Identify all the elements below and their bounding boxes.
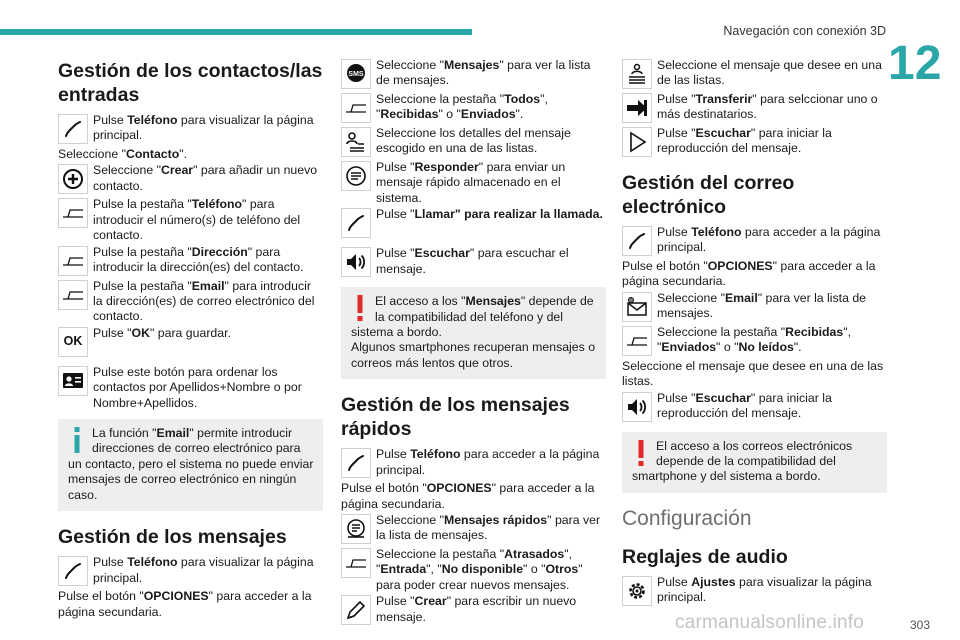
list-item: Pulse Teléfono para visualizar la página principal.: [58, 113, 323, 146]
list-item: Pulse Teléfono para visualizar la página principal.: [58, 555, 323, 588]
section-title-configuration: Configuración: [622, 506, 752, 530]
watermark: carmanualsonline.info: [675, 612, 865, 633]
list-item: Pulse "Escuchar" para escuchar el mensaje.: [341, 246, 606, 279]
page-number: 303: [909, 618, 930, 632]
list-item: Pulse la pestaña "Dirección" para introducir la dirección(es) del contacto.: [58, 245, 323, 278]
section-title-quick-messages: Gestión de los mensajes rápidos: [341, 394, 570, 441]
tab-icon: [622, 326, 652, 356]
column-middle: [341, 58, 606, 628]
select-message-icon: [622, 59, 652, 89]
info-note: La función "Email" permite introducir direcciones de correo electrónico para un contacto, pero el sistema no puede enviar mensajes de correo electrónico en ningún caso.: [58, 419, 323, 511]
list-item: Seleccione la pestaña "Todos", "Recibidas" o "Enviados".: [341, 92, 606, 125]
tab-icon: [58, 198, 88, 228]
column-left: [58, 55, 323, 621]
list-item: Pulse la pestaña "Teléfono" para introducir el número(s) de teléfono del contacto.: [58, 197, 323, 243]
list-item: Seleccione el mensaje que desee en una de las listas.: [622, 58, 887, 91]
list-item: SMS Seleccione "Mensajes" para ver la lista de mensajes.: [341, 58, 606, 91]
ok-icon: OK: [58, 327, 88, 357]
chapter-number: 12: [888, 37, 942, 90]
paragraph: Pulse el botón "OPCIONES" para acceder a la página secundaria.: [58, 589, 312, 619]
running-title: Navegación con conexión 3D: [723, 24, 886, 38]
warning-note: El acceso a los correos electrónicos depende de la compatibilidad del smartphone y del sistema a bordo.: [622, 432, 887, 493]
tab-icon: [58, 246, 88, 276]
list-item: Seleccione los detalles del mensaje escogido en una de las listas.: [341, 126, 606, 159]
paragraph: Seleccione "Contacto".: [58, 147, 188, 161]
tab-icon: [341, 548, 371, 578]
list-item: Pulse Teléfono para acceder a la página principal.: [622, 225, 887, 258]
phone-icon: [341, 448, 371, 478]
paragraph: Pulse el botón "OPCIONES" para acceder a la página secundaria.: [622, 259, 876, 289]
list-item: @ Seleccione "Email" para ver la lista de mensajes.: [622, 291, 887, 324]
phone-icon: [341, 208, 371, 238]
message-details-icon: [341, 127, 371, 157]
speaker-icon: [622, 392, 652, 422]
email-icon: [622, 292, 652, 322]
list-item: Pulse "Escuchar" para iniciar la reproducción del mensaje.: [622, 391, 887, 424]
section-title-messages: Gestión de los mensajes: [58, 526, 287, 549]
list-item: Pulse "Llamar" para realizar la llamada.: [341, 207, 606, 240]
list-item: Pulse Ajustes para visualizar la página principal.: [622, 575, 887, 608]
sms-icon: [341, 59, 371, 89]
paragraph: Pulse el botón "OPCIONES" para acceder a la página secundaria.: [341, 481, 595, 511]
list-item: Seleccione "Crear" para añadir un nuevo contacto.: [58, 163, 323, 196]
reply-icon: [341, 161, 371, 191]
svg-text:SMS: SMS: [348, 71, 364, 78]
header-accent-bar: [0, 29, 472, 35]
tab-icon: [341, 93, 371, 123]
list-item: Pulse "Crear" para escribir un nuevo mensaje.: [341, 594, 606, 627]
list-item: Seleccione "Mensajes rápidos" para ver la lista de mensajes.: [341, 513, 606, 546]
forward-arrow-icon: [622, 93, 652, 123]
list-item: Pulse "Responder" para enviar un mensaje rápido almacenado en el sistema.: [341, 160, 606, 206]
warning-icon: [634, 440, 648, 466]
list-item: Seleccione la pestaña "Atrasados", "Entrada", "No disponible" o "Otros" para poder crear nuevos mensajes.: [341, 547, 606, 593]
list-item: OK Pulse "OK" para guardar.: [58, 326, 323, 359]
contact-card-icon: [58, 366, 88, 396]
quick-message-icon: [341, 514, 371, 544]
pencil-icon: [341, 595, 371, 625]
add-circle-icon: [58, 164, 88, 194]
paragraph: Seleccione el mensaje que desee en una de las listas.: [622, 358, 884, 389]
section-title-audio-settings: Reglajes de audio: [622, 545, 788, 568]
svg-text:@: @: [628, 297, 634, 303]
info-icon: [70, 427, 84, 453]
list-item: Pulse Teléfono para acceder a la página principal.: [341, 447, 606, 480]
play-icon: [622, 127, 652, 157]
tab-icon: [58, 280, 88, 310]
list-item: Seleccione la pestaña "Recibidas", "Enviados" o "No leídos".: [622, 325, 887, 358]
list-item: Pulse "Escuchar" para iniciar la reproducción del mensaje.: [622, 126, 887, 159]
phone-icon: [622, 226, 652, 256]
warning-note: El acceso a los "Mensajes" depende de la compatibilidad del teléfono y del sistema a bordo. Algunos smartphones recuperan mensajes o correos más lentos que otros.: [341, 287, 606, 379]
list-item: Pulse "Transferir" para selccionar uno o más destinatarios.: [622, 92, 887, 125]
warning-icon: [353, 295, 367, 321]
phone-icon: [58, 556, 88, 586]
gear-icon: [622, 576, 652, 606]
list-item: Pulse la pestaña "Email" para introducir la dirección(es) de correo electrónico del contacto.: [58, 279, 323, 325]
phone-icon: [58, 114, 88, 144]
section-title-contacts: Gestión de los contactos/las entradas: [58, 60, 323, 106]
column-right: [622, 58, 887, 609]
list-item: Pulse este botón para ordenar los contactos por Apellidos+Nombre o por Nombre+Apellidos.: [58, 365, 323, 411]
speaker-icon: [341, 247, 371, 277]
section-title-email: Gestión del correo electrónico: [622, 172, 795, 218]
